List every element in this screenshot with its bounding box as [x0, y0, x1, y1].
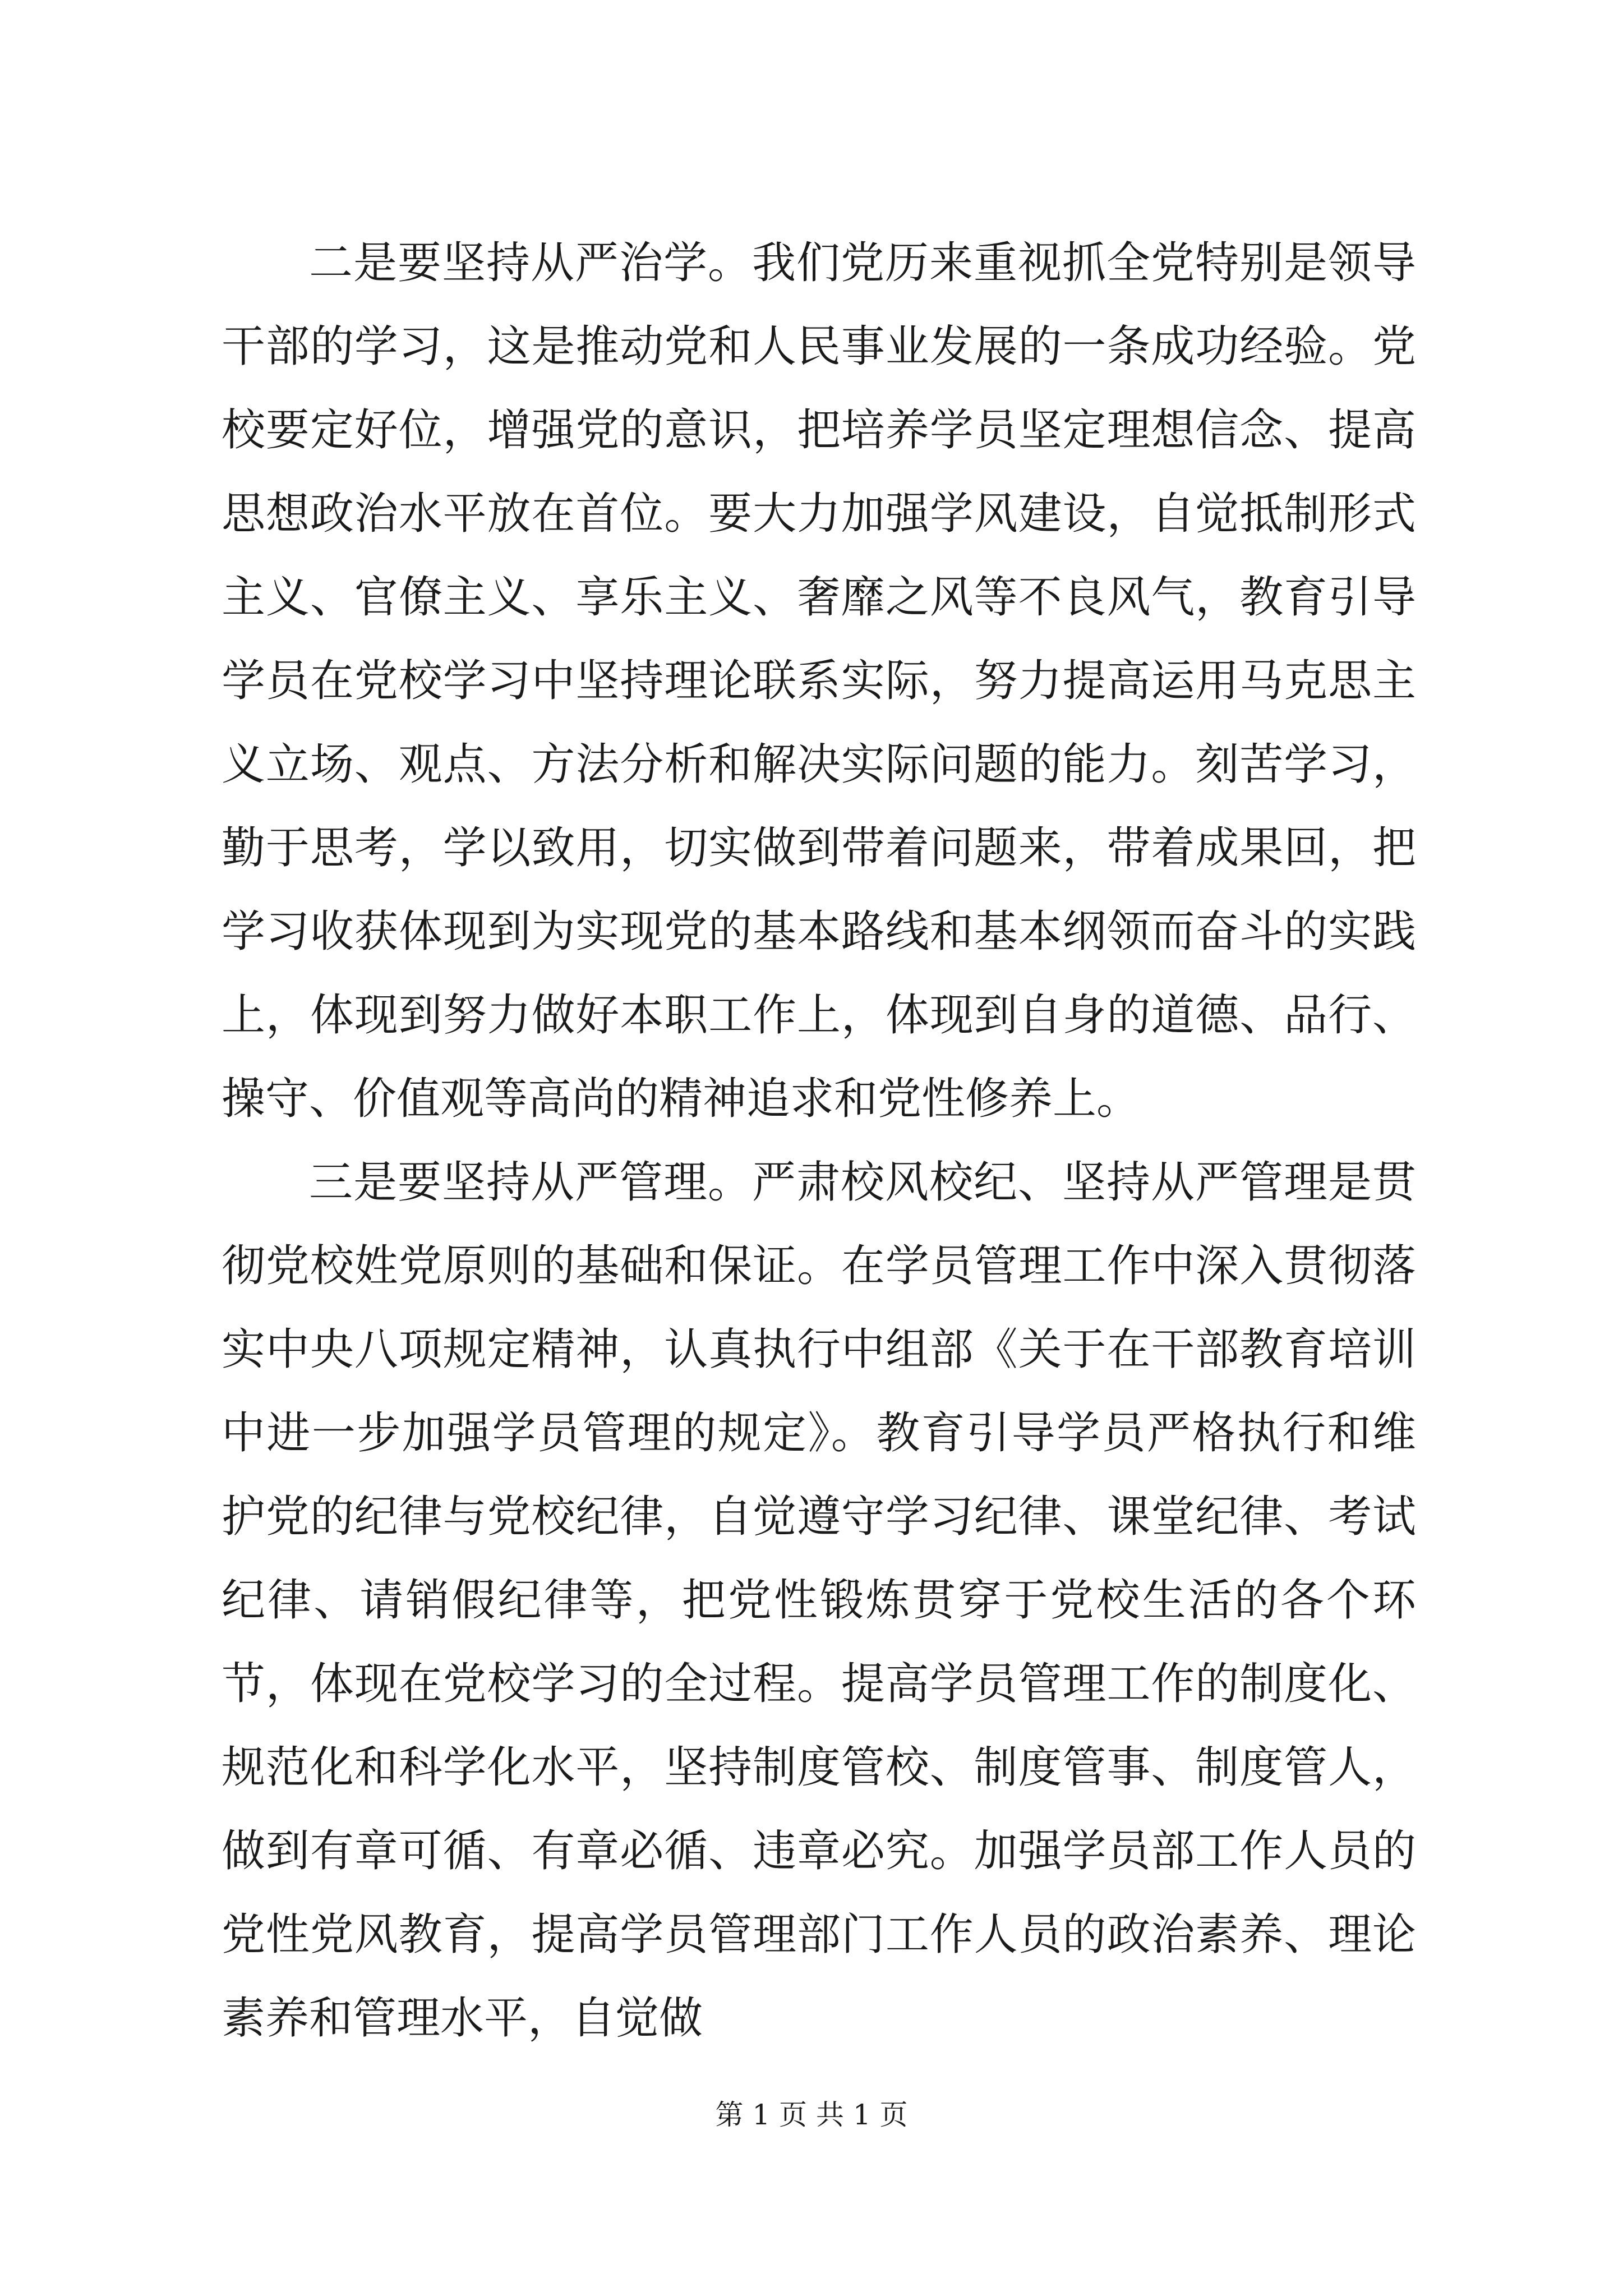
- document-body: [222, 222, 1416, 2060]
- page-footer: 第 1 页 共 1 页: [715, 2099, 908, 2131]
- paragraph-strict-study: 二是要坚持从严治学。我们党历来重视抓全党特别是领导干部的学习，这是推动党和人民事业发展的一条成功经验。党校要定好位，增强党的意识，把培养学员坚定理想信念、提高思想政治水平放在首位。要大力加强学风建设，自觉抵制形式主义、官僚主义、享乐主义、奢靡之风等不良风气，教育引导学员在党校学习中坚持理论联系实际，努力提高运用马克思主义立场、观点、方法分析和解决实际问题的能力。刻苦学习，勤于思考，学以致用，切实做到带着问题来，带着成果回，把学习收获体现到为实现党的基本路线和基本纲领而奋斗的实践上，体现到努力做好本职工作上，体现到自身的道德、品行、操守、价值观等高尚的精神追求和党性修养上。: [222, 238, 1416, 1124]
- paragraph-strict-management: 三是要坚持从严管理。严肃校风校纪、坚持从严管理是贯彻党校姓党原则的基础和保证。在学员管理工作中深入贯彻落实中央八项规定精神，认真执行中组部《关于在干部教育培训中进一步加强学员管理的规定》。教育引导学员严格执行和维护党的纪律与党校纪律，自觉遵守学习纪律、课堂纪律、考试纪律、请销假纪律等，把党性锻炼贯穿于党校生活的各个环节，体现在党校学习的全过程。提高学员管理工作的制度化、规范化和科学化水平，坚持制度管校、制度管事、制度管人，做到有章可循、有章必循、违章必究。加强学员部工作人员的党性党风教育，提高学员管理部门工作人员的政治素养、理论素养和管理水平，自觉做: [222, 1157, 1416, 2044]
